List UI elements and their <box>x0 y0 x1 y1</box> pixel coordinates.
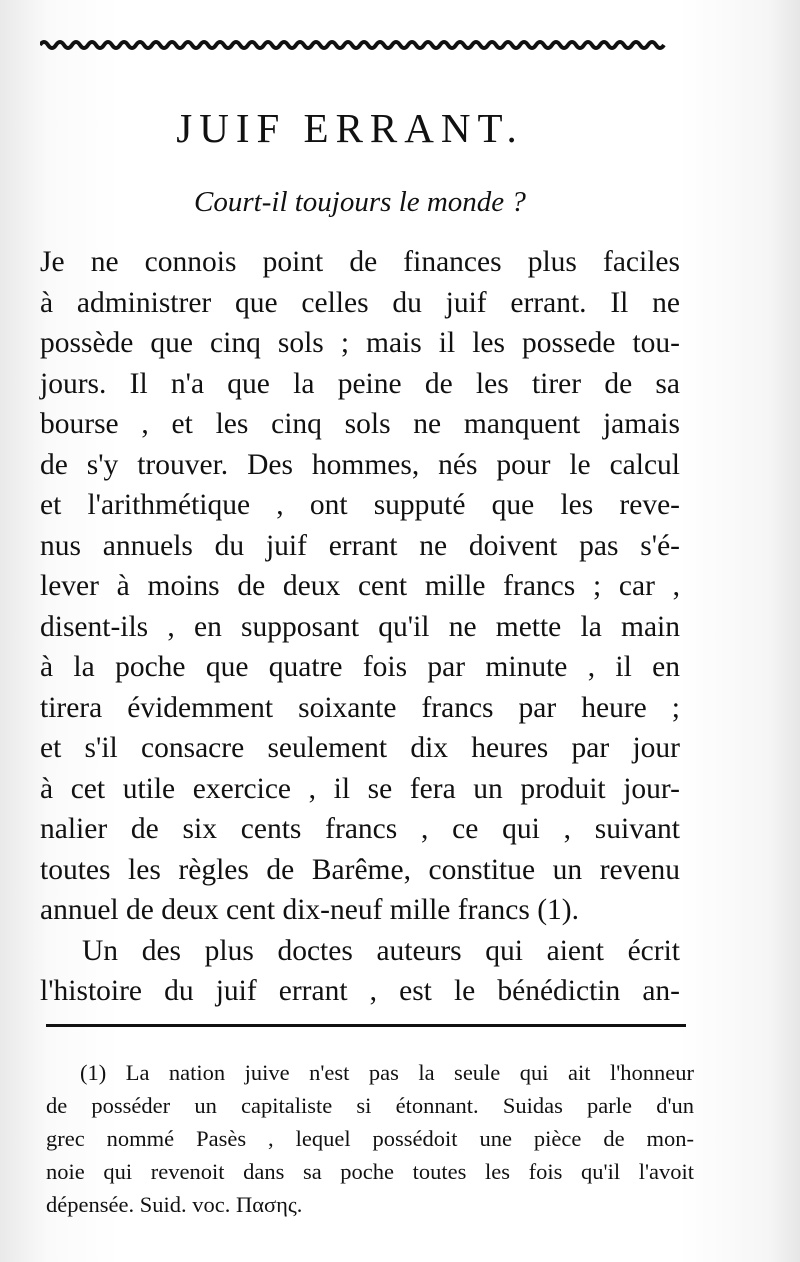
body-line: tirera évidemment soixante francs par heure ; <box>40 691 680 724</box>
page-title: JUIF ERRANT. <box>176 105 524 151</box>
footnote-line: (1) La nation juive n'est pas la seule qui ait l'honneur <box>80 1060 694 1085</box>
body-line: lever à moins de deux cent mille francs ; car , <box>40 570 680 602</box>
body-line: annuel de deux cent dix-neuf mille francs (1). <box>40 894 579 926</box>
body-line: et s'il consacre seulement dix heures par jour <box>40 732 680 764</box>
body-line: nalier de six cents francs , ce qui , suivant <box>40 813 680 845</box>
body-line: à cet utile exercice , il se fera un produit jour- <box>40 772 680 805</box>
footnote-divider <box>46 1024 686 1027</box>
page-subtitle: Court-il toujours le monde ? <box>194 186 526 218</box>
body-line: à administrer que celles du juif errant. Il ne <box>40 286 680 319</box>
body-line: de s'y trouver. Des hommes, nés pour le calcul <box>40 448 680 481</box>
body-line: jours. Il n'a que la peine de les tirer de sa <box>40 367 680 400</box>
body-line: toutes les règles de Barême, constitue un revenu <box>40 853 680 886</box>
footnote-line: grec nommé Pasès , lequel possédoit une pièce de mon- <box>46 1126 694 1151</box>
footnote-line: noie qui revenoit dans sa poche toutes les fois qu'il l'avoit <box>46 1159 694 1184</box>
body-line: et l'arithmétique , ont supputé que les reve- <box>40 489 680 521</box>
body-line: Un des plus doctes auteurs qui aient écrit <box>82 934 680 967</box>
body-line: à la poche que quatre fois par minute , il en <box>40 651 680 683</box>
body-line: nus annuels du juif errant ne doivent pas s'é- <box>40 529 680 562</box>
body-line: bourse , et les cinq sols ne manquent jamais <box>40 408 680 440</box>
body-text <box>40 242 680 1012</box>
body-line: possède que cinq sols ; mais il les possede tou- <box>40 327 680 359</box>
ornament-rule <box>40 36 668 52</box>
footnote-line: dépensée. Suid. voc. Πασης. <box>46 1192 303 1217</box>
footnote <box>46 1056 694 1221</box>
body-line: l'histoire du juif errant , est le bénédictin an- <box>40 975 680 1007</box>
body-line: Je ne connois point de finances plus faciles <box>40 246 680 278</box>
body-line: disent-ils , en supposant qu'il ne mette la main <box>40 610 680 643</box>
footnote-line: de posséder un capitaliste si étonnant. Suidas parle d'un <box>46 1093 694 1118</box>
